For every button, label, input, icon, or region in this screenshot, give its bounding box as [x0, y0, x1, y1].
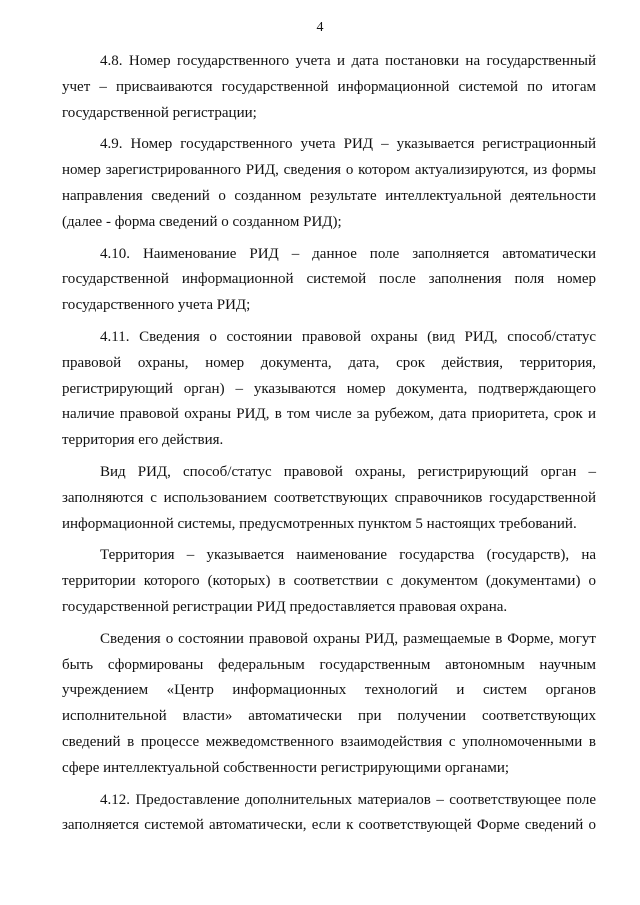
paragraph-legal-protection-info: Сведения о состоянии правовой охраны РИД, размещаемые в Форме, могут быть сформированы федеральным государственным автономным научным учреждением «Центр информационных технологий и систем органов исполнительной власти» автоматически при получении соответствующих сведений в процессе межведомственного взаимодействия с уполномоченными в сфере интеллектуальной собственности регистрирующими органами; — [62, 630, 596, 776]
paragraph-4-12: 4.12. Предоставление дополнительных материалов – соответствующее поле заполняется системой автоматически, если к соответствующей Форме сведений о — [62, 791, 596, 834]
paragraph-4-9: 4.9. Номер государственного учета РИД – указывается регистрационный номер зарегистрированного РИД, сведения о котором актуализируются, из формы направления сведений о созданном результате интеллектуальной деятельности (далее - форма сведений о созданном РИД); — [62, 136, 596, 230]
document-body — [62, 49, 596, 845]
paragraph-4-11: 4.11. Сведения о состоянии правовой охраны (вид РИД, способ/статус правовой охраны, номер документа, дата, срок действия, территория, регистрирующий орган) – указываются номер документа, подтверждающего наличие правовой охраны РИД, в том числе за рубежом, дата приоритета, срок и территория его действия. — [62, 328, 596, 449]
page-number: 4 — [316, 20, 324, 35]
paragraph-4-8: 4.8. Номер государственного учета и дата постановки на государственный учет – присваиваются государственной информационной системой по итогам государственной регистрации; — [62, 53, 596, 121]
paragraph-rid-type: Вид РИД, способ/статус правовой охраны, регистрирующий орган – заполняются с использованием соответствующих справочников государственной информационной системы, предусмотренных пунктом 5 настоящих требований. — [62, 463, 596, 532]
paragraph-territory: Территория – указывается наименование государства (государств), на территории которого (которых) в соответствии с документом (документами) о государственной регистрации РИД предоставляется правовая охрана. — [62, 547, 596, 615]
paragraph-4-10: 4.10. Наименование РИД – данное поле заполняется автоматически государственной информационной системой после заполнения поля номер государственного учета РИД; — [62, 245, 596, 314]
